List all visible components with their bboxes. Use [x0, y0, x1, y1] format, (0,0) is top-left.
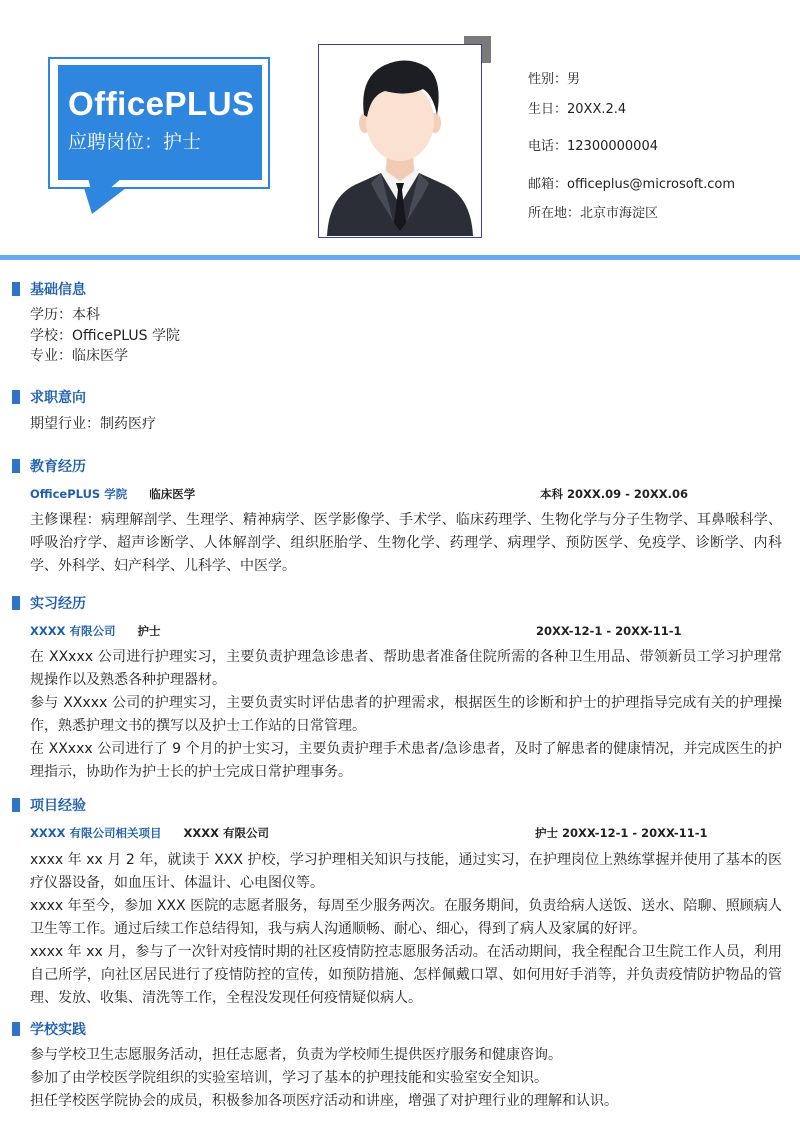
section-basic-title [12, 281, 86, 297]
name-bubble [58, 65, 262, 180]
profile-photo [318, 44, 482, 238]
list-item: 担任学校医学院协会的成员，积极参加各项医疗活动和讲座，增强了对护理行业的理解和认识。 [30, 1093, 618, 1109]
project-role-date: 护士 20XX-12-1 - 20XX-11-1 [535, 826, 708, 840]
internship-company: XXXX 有限公司 [30, 624, 116, 638]
contact-gender: 性别：男 [528, 72, 581, 87]
list-item: xxxx 年至今，参加 XXX 医院的志愿者服务，每周至少服务两次。在服务期间，负责给病人送饭、送水、陪聊、照顾病人卫生等工作。通过后续工作总结得知，我与病人沟通顺畅、耐心、细心，得到了病人及家属的好评。 [30, 898, 782, 937]
internship-list [30, 646, 782, 784]
education-courses: 主修课程：病理解剖学、生理学、精神病学、医学影像学、手术学、临床药理学、生物化学与分子生物学、耳鼻喉科学、呼吸治疗学、超声诊断学、人体解剖学、组织胚胎学、生物化学、药理学、病理学、预防医学、免疫学、诊断学、内科学、外科学、妇产科学、儿科学、中医学。 [30, 512, 782, 574]
section-internship-heading: 实习经历 [30, 596, 86, 612]
section-basic-heading: 基础信息 [30, 282, 86, 298]
applied-position [68, 133, 262, 152]
internship-date: 20XX-12-1 - 20XX-11-1 [536, 624, 682, 638]
education-major: 临床医学 [149, 487, 196, 501]
list-item: 在 XXxxx 公司进行护理实习，主要负责护理急诊患者、帮助患者准备住院所需的各种卫生用品、带领新员工学习护理常规操作以及熟悉各种护理器材。 [30, 649, 782, 688]
list-item: 参与 XXxxx 公司的护理实习，主要负责实时评估患者的护理需求，根据医生的诊断和护士的护理指导完成有关的护理操作，熟悉护理文书的撰写以及护士工作站的日常管理。 [30, 695, 782, 734]
internship-role: 护士 [137, 624, 161, 638]
contact-email: 邮箱：officeplus@microsoft.com [528, 177, 736, 192]
candidate-name: OfficePLUS [68, 85, 255, 122]
practice-list [30, 1044, 782, 1113]
section-education-heading: 教育经历 [30, 459, 86, 475]
position-label: 应聘岗位： [68, 131, 164, 153]
section-project-title [12, 797, 86, 813]
avatar-photo-icon [319, 45, 480, 236]
list-item: xxxx 年 xx 月，参与了一次针对疫情时期的社区疫情防控志愿服务活动。在活动期间，我全程配合卫生院工作人员，利用自己所学，向社区居民进行了疫情防控的宣传，如预防措施、怎样佩戴口罩、如何用好手消等，并负责疫情防护物品的管理、发放、收集、清洗等工作，全程没发现任何疫情疑似病人。 [30, 944, 782, 1006]
section-practice-title [12, 1021, 86, 1037]
section-education-title [12, 458, 86, 474]
contact-location: 所在地：北京市海淀区 [528, 206, 659, 221]
section-marker [12, 459, 20, 473]
header-divider [0, 255, 800, 260]
basic-school: 学校：OfficePLUS 学院 [30, 328, 180, 344]
intent-industry: 期望行业：制药医疗 [30, 416, 156, 432]
project-name: XXXX 有限公司相关项目 [30, 826, 162, 840]
list-item: 参加了由学校医学院组织的实验室培训，学习了基本的护理技能和实验室安全知识。 [30, 1070, 548, 1086]
section-marker [12, 1022, 20, 1036]
education-degree-date: 本科 20XX.09 - 20XX.06 [540, 487, 689, 501]
section-practice-heading: 学校实践 [30, 1022, 86, 1038]
section-marker [12, 798, 20, 812]
list-item: 参与学校卫生志愿服务活动，担任志愿者，负责为学校师生提供医疗服务和健康咨询。 [30, 1047, 562, 1063]
contact-birthday: 生日：20XX.2.4 [528, 102, 627, 117]
section-intent-title [12, 389, 86, 405]
project-company: XXXX 有限公司 [183, 826, 269, 840]
section-marker [12, 390, 20, 404]
section-project-heading: 项目经验 [30, 798, 86, 814]
education-school: OfficePLUS 学院 [30, 487, 128, 501]
basic-degree: 学历：本科 [30, 307, 100, 323]
list-item: xxxx 年 xx 月 2 年，就读于 XXX 护校，学习护理相关知识与技能，通过实习，在护理岗位上熟练掌握并使用了基本的医疗仪器设备，如血压计、体温计、心电图仪等。 [30, 852, 782, 891]
section-marker [12, 596, 20, 610]
education-row [30, 489, 195, 501]
list-item: 在 XXxxx 公司进行了 9 个月的护士实习，主要负责护理手术患者/急诊患者，及时了解患者的健康情况，并完成医生的护理指示，协助作为护士长的护士完成日常护理事务。 [30, 741, 782, 780]
section-intent-heading: 求职意向 [30, 390, 86, 406]
internship-row [30, 626, 161, 638]
bubble-tail-fill [88, 178, 122, 202]
position-value: 护士 [163, 131, 202, 153]
basic-major: 专业：临床医学 [30, 348, 128, 364]
section-internship-title [12, 595, 86, 611]
section-marker [12, 282, 20, 296]
contact-phone: 电话：12300000004 [528, 139, 658, 154]
project-list [30, 849, 782, 1010]
project-row [30, 828, 269, 840]
